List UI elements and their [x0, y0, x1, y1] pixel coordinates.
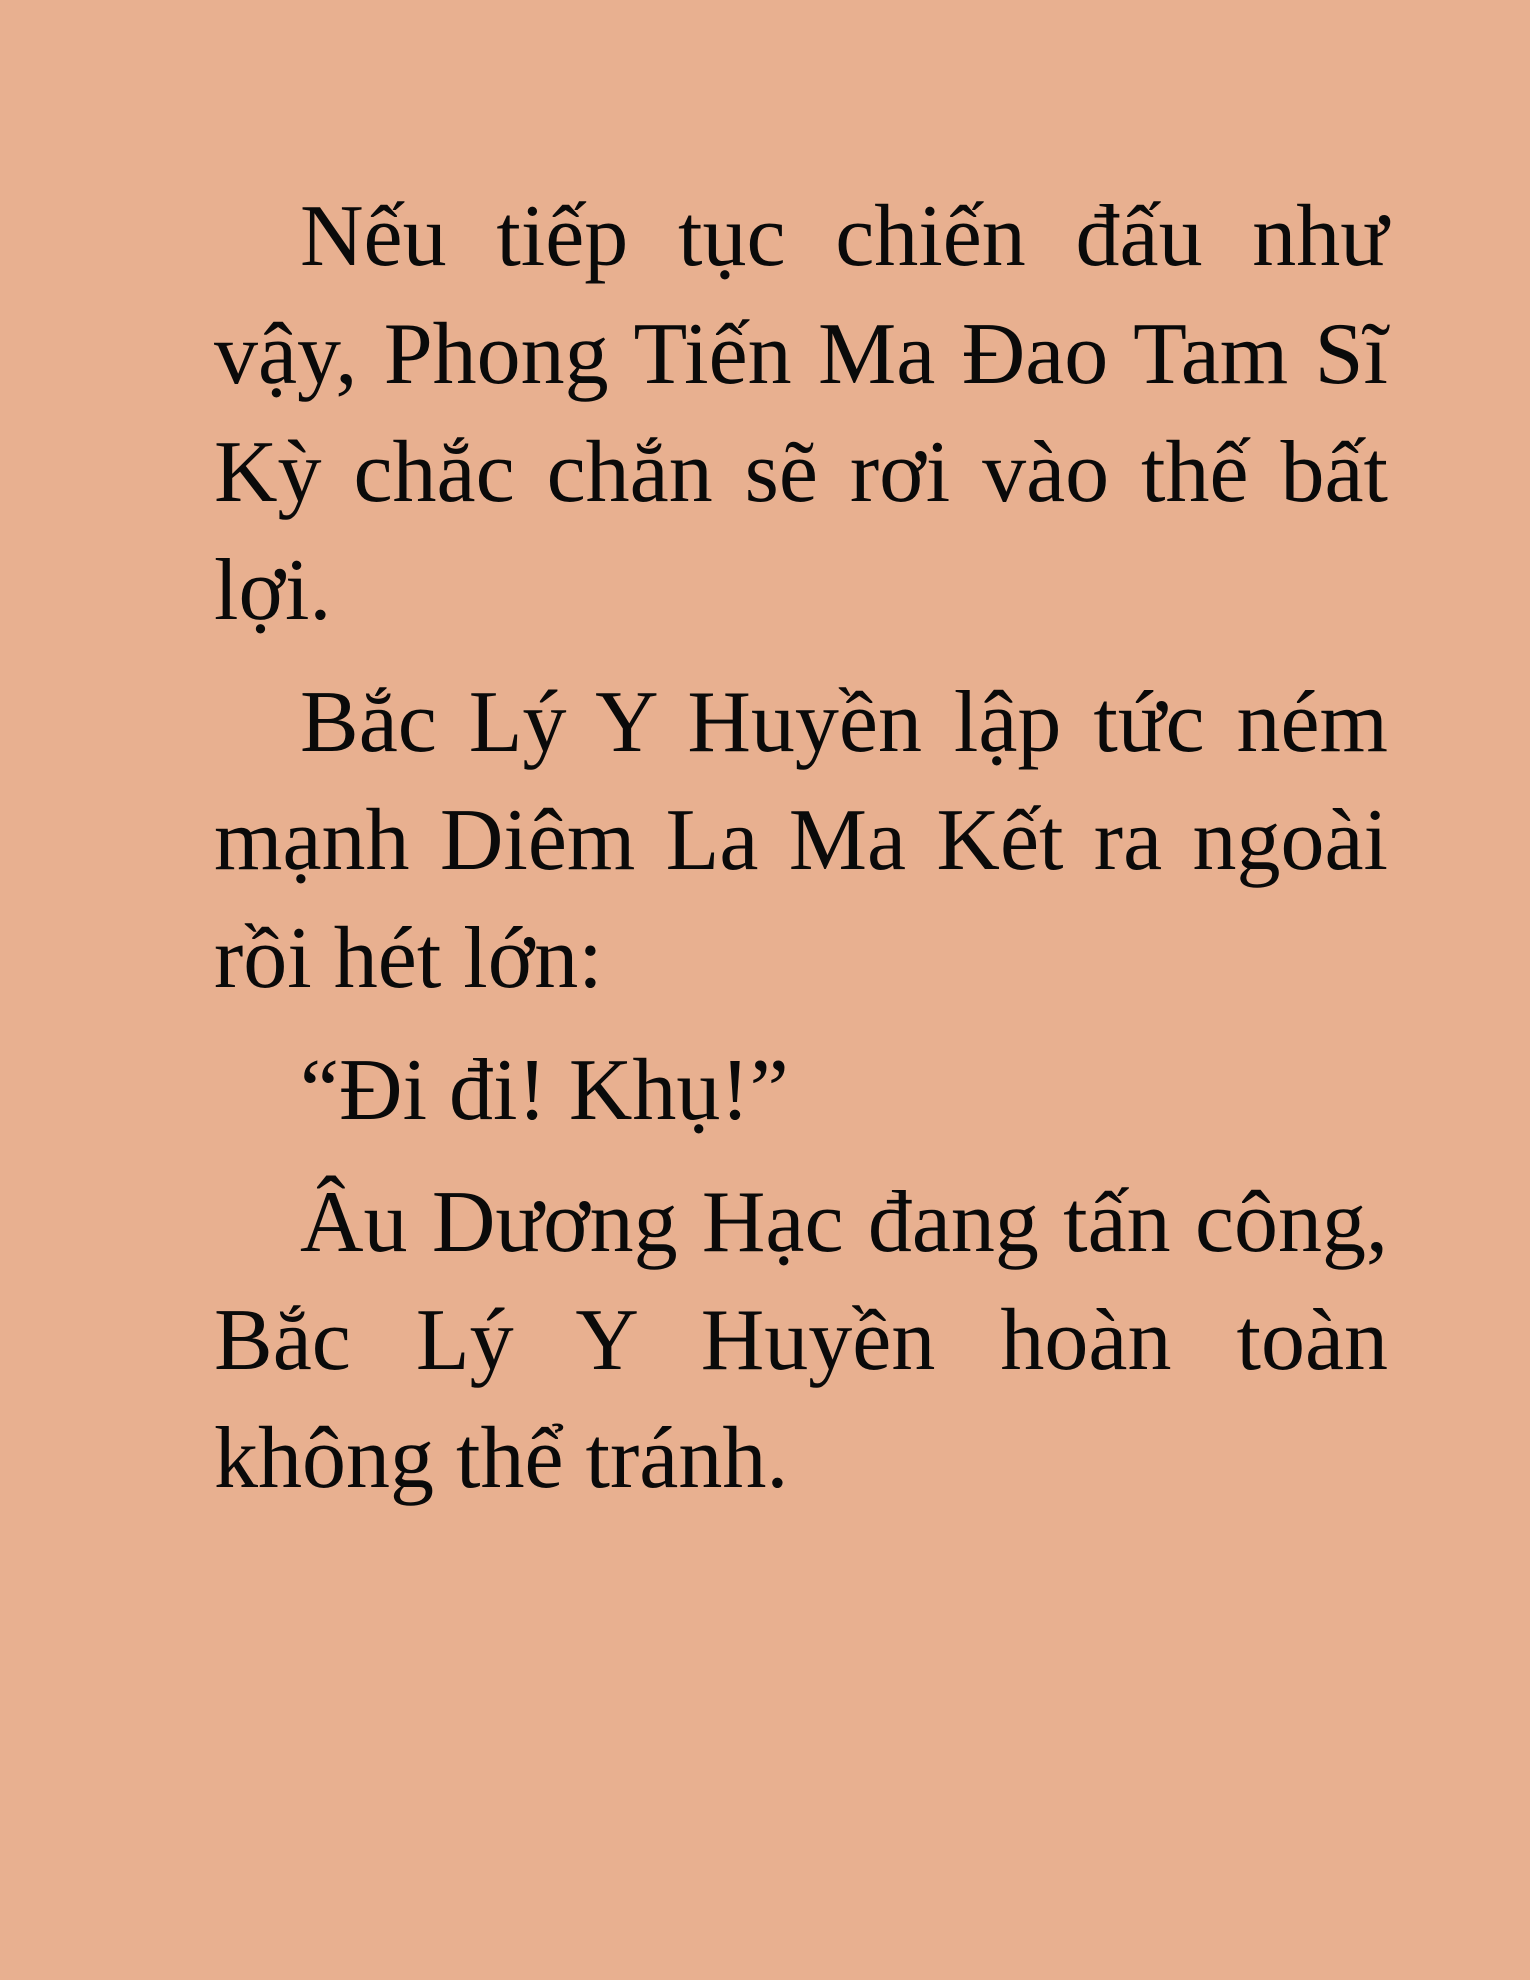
story-text	[214, 178, 1388, 1518]
paragraph-2: Bắc Lý Y Huyền lập tức ném mạnh Diêm La Ma Kết ra ngoài rồi hét lớn:	[214, 674, 1388, 1007]
paragraph-4: Âu Dương Hạc đang tấn công, Bắc Lý Y Huyền hoàn toàn không thể tránh.	[214, 1174, 1388, 1507]
paragraph-1: Nếu tiếp tục chiến đấu như vậy, Phong Tiến Ma Đao Tam Sĩ Kỳ chắc chắn sẽ rơi vào thế bất lợi.	[214, 188, 1388, 639]
paragraph-3: “Đi đi! Khụ!”	[300, 1042, 789, 1139]
